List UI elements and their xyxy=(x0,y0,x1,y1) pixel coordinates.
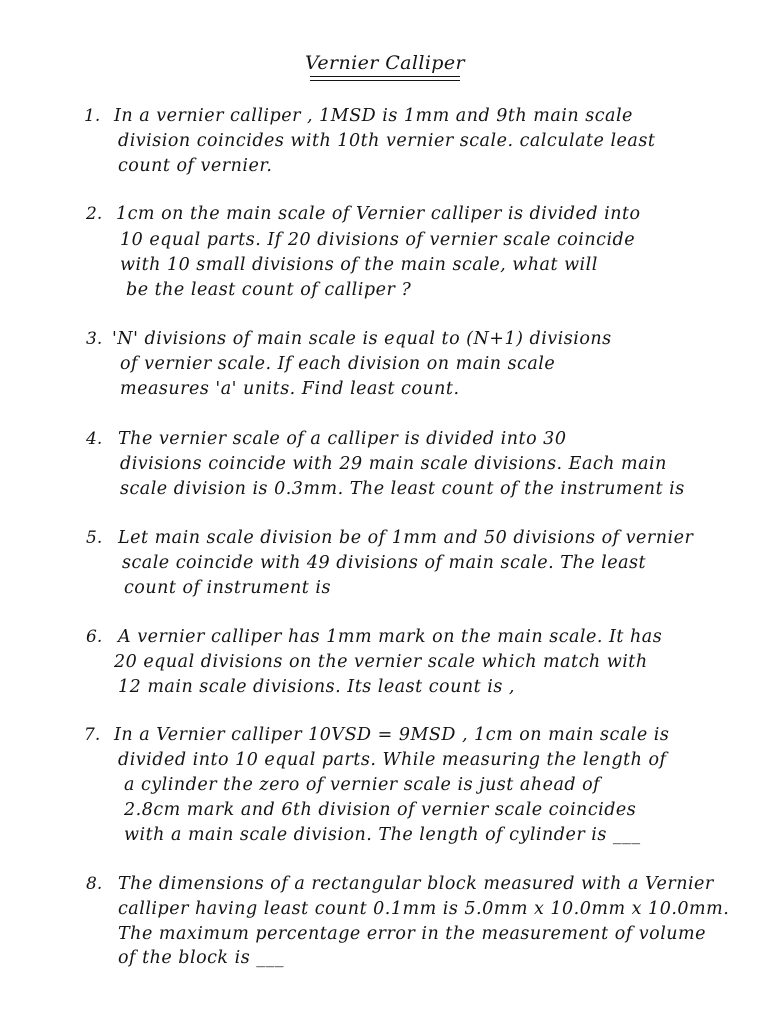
question-line: The dimensions of a rectangular block measured with a Vernier xyxy=(118,874,714,894)
question-number: 7. xyxy=(84,725,101,745)
question-line: divided into 10 equal parts. While measuring the length of xyxy=(118,750,667,770)
question-number: 8. xyxy=(86,874,103,894)
question-line: division coincides with 10th vernier scale. calculate least xyxy=(118,131,656,151)
title-double-underline xyxy=(310,80,460,81)
question-number: 1. xyxy=(84,106,101,126)
question-line: count of instrument is xyxy=(124,578,331,598)
question-line: In a vernier calliper , 1MSD is 1mm and 9th main scale xyxy=(114,106,633,126)
question-line: A vernier calliper has 1mm mark on the main scale. It has xyxy=(118,627,663,647)
question-line: The maximum percentage error in the measurement of volume xyxy=(118,924,707,944)
question-number: 6. xyxy=(86,627,103,647)
question-line: with a main scale division. The length of cylinder is ___ xyxy=(124,825,641,845)
question-line: 1cm on the main scale of Vernier calliper is divided into xyxy=(116,204,641,224)
page-title-block xyxy=(300,50,470,81)
question-line: count of vernier. xyxy=(118,156,273,176)
page-title: Vernier Calliper xyxy=(305,52,465,74)
question-line: scale division is 0.3mm. The least count of the instrument is xyxy=(120,479,685,499)
title-underline xyxy=(310,76,460,77)
question-line: divisions coincide with 29 main scale divisions. Each main xyxy=(120,454,667,474)
question-line: 2.8cm mark and 6th division of vernier scale coincides xyxy=(124,800,637,820)
question-line: 12 main scale divisions. Its least count is , xyxy=(118,677,515,697)
question-line: scale coincide with 49 divisions of main scale. The least xyxy=(122,553,647,573)
question-line: be the least count of calliper ? xyxy=(126,280,412,300)
question-line: In a Vernier calliper 10VSD = 9MSD , 1cm on main scale is xyxy=(114,725,670,745)
question-line: measures 'a' units. Find least count. xyxy=(120,379,460,399)
question-line: with 10 small divisions of the main scale, what will xyxy=(120,255,598,275)
question-line: calliper having least count 0.1mm is 5.0mm x 10.0mm x 10.0mm. xyxy=(118,899,730,919)
question-line: of vernier scale. If each division on main scale xyxy=(120,354,556,374)
question-line: 20 equal divisions on the vernier scale which match with xyxy=(114,652,648,672)
question-number: 5. xyxy=(86,528,103,548)
question-line: The vernier scale of a calliper is divided into 30 xyxy=(118,429,567,449)
question-line: 'N' divisions of main scale is equal to (N+1) divisions xyxy=(112,329,612,349)
question-line: 10 equal parts. If 20 divisions of vernier scale coincide xyxy=(120,230,636,250)
question-number: 2. xyxy=(86,204,103,224)
question-number: 3. xyxy=(86,329,103,349)
question-line: a cylinder the zero of vernier scale is just ahead of xyxy=(124,775,601,795)
question-line: Let main scale division be of 1mm and 50 divisions of vernier xyxy=(118,528,694,548)
question-line: of the block is ___ xyxy=(118,948,284,968)
question-number: 4. xyxy=(86,429,103,449)
